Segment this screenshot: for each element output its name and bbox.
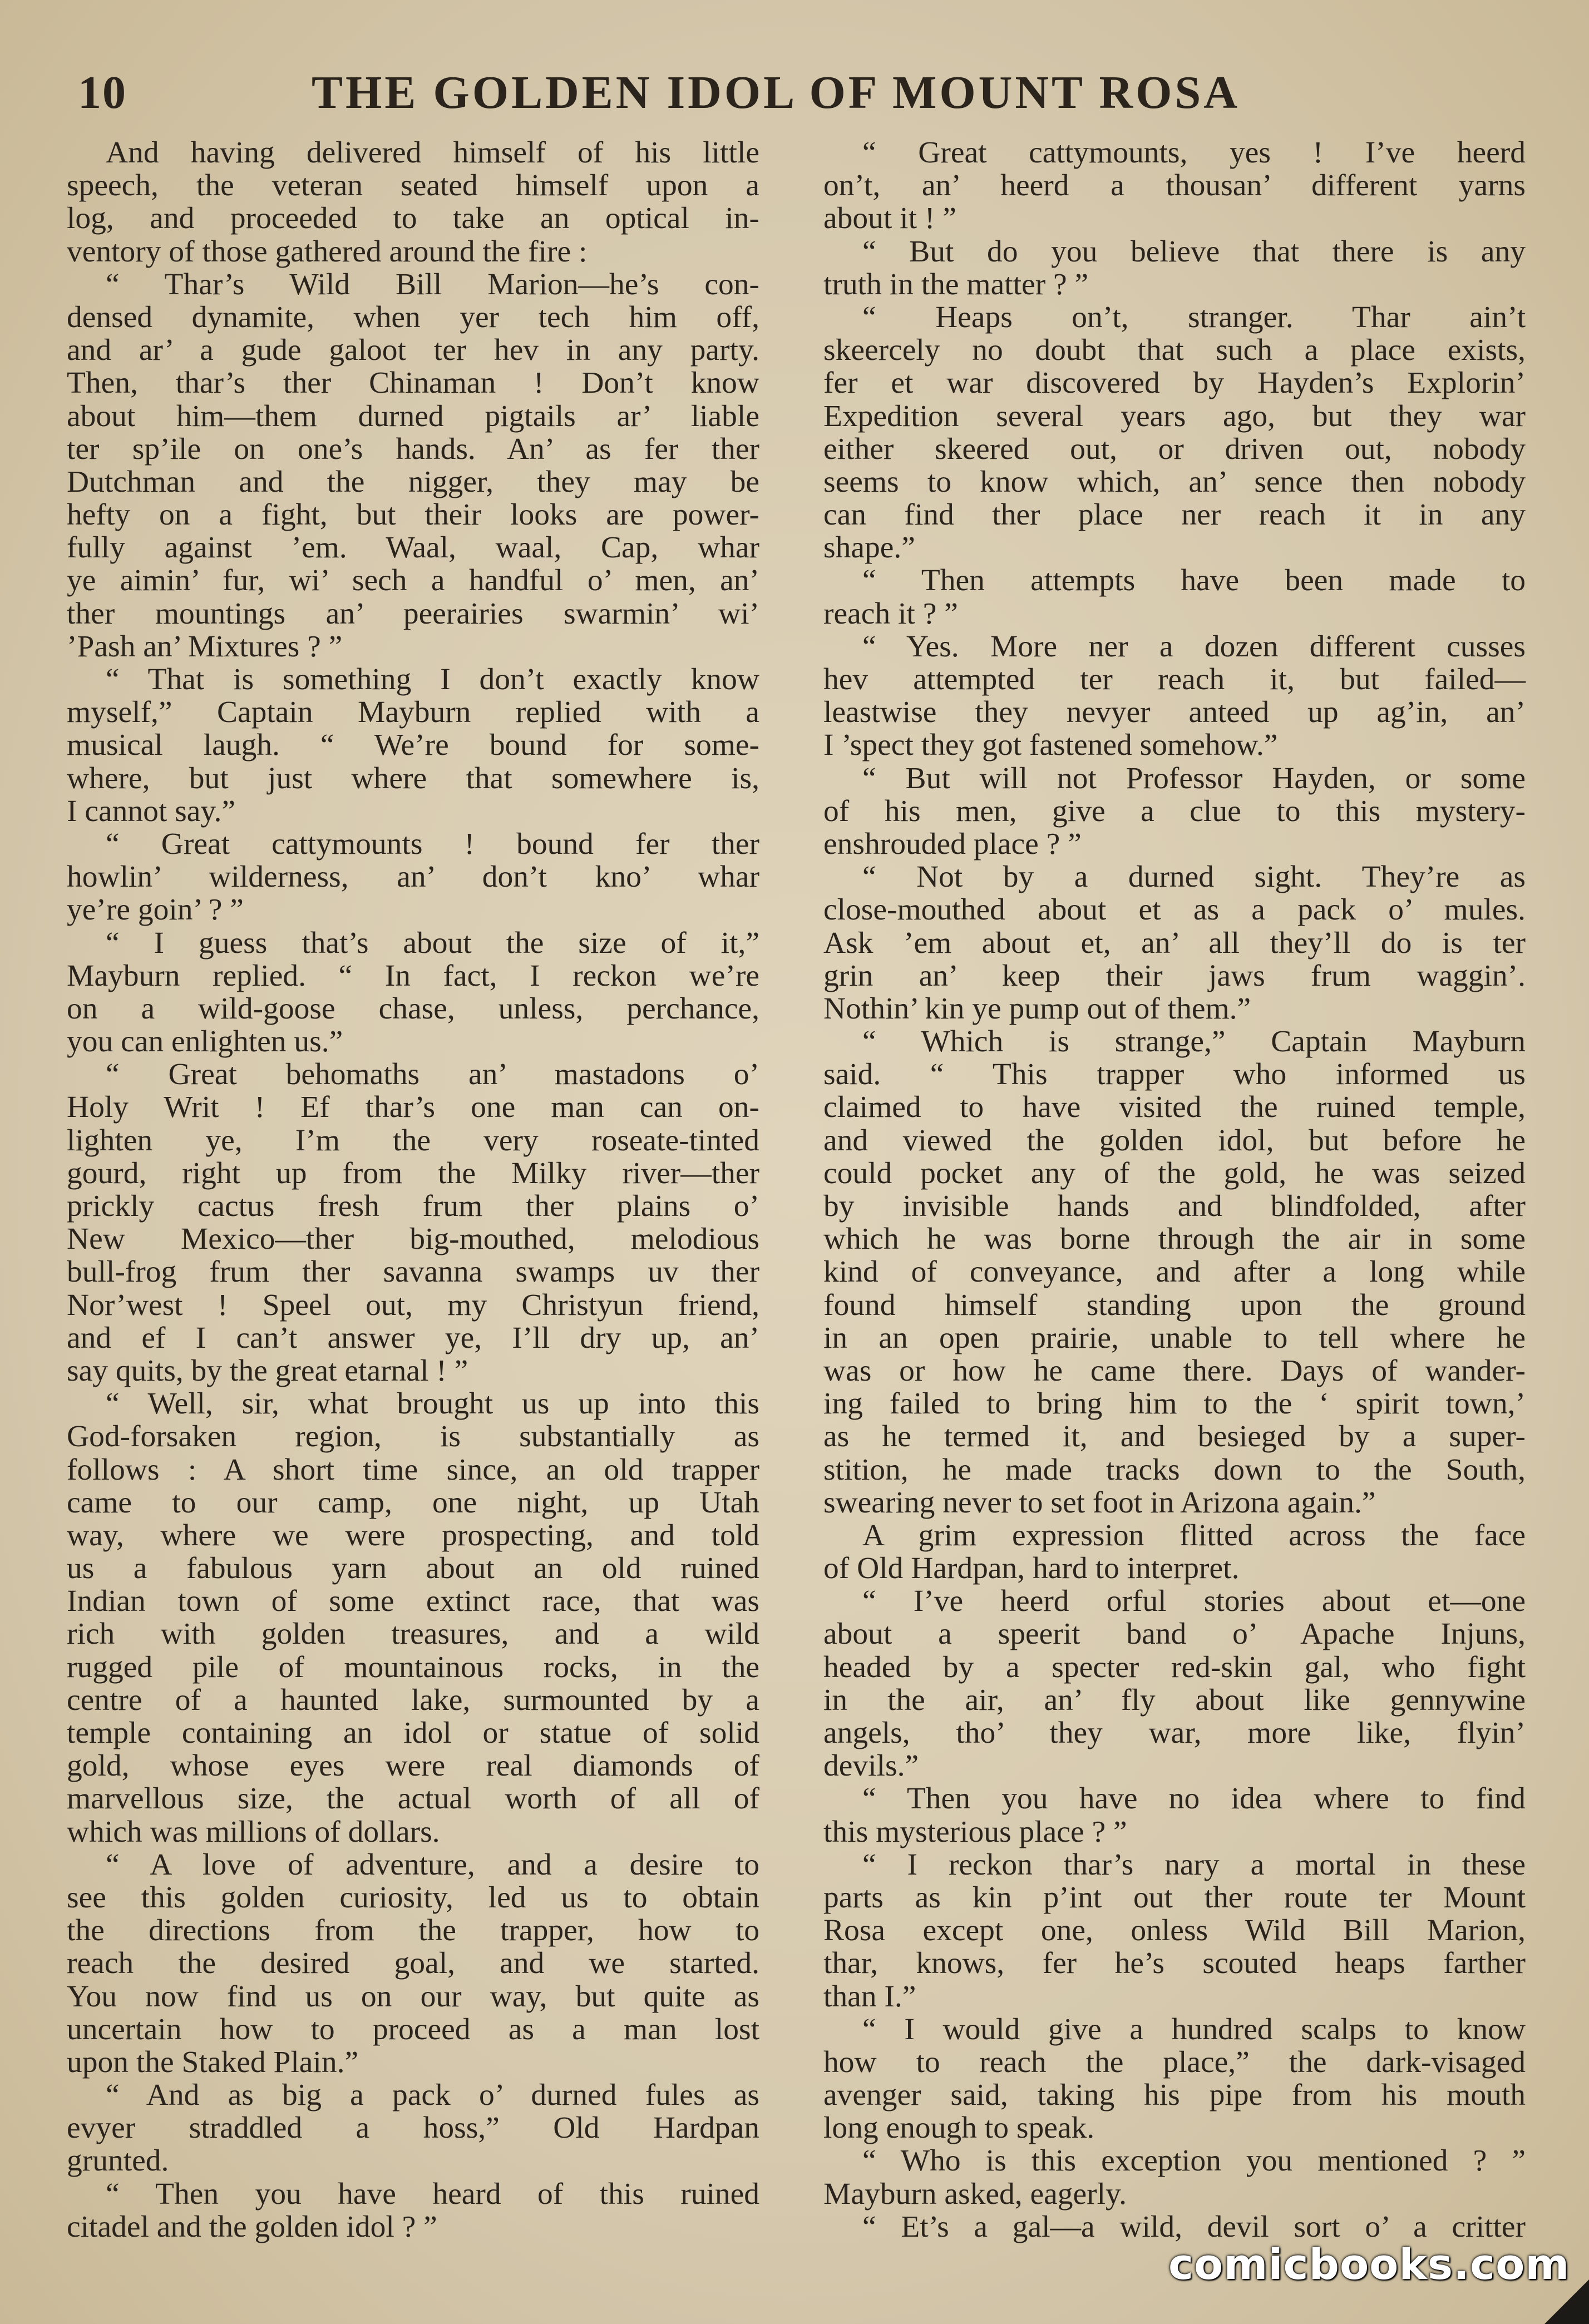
text-line: and viewed the golden idol, but before he [823, 1123, 1526, 1158]
text-line: close-mouthed about et as a pack o’ mules. [823, 893, 1526, 927]
text-line: speech, the veteran seated himself upon a [67, 169, 759, 203]
text-line: You now find us on our way, but quite as [67, 1979, 759, 2014]
text-line: “ Great cattymounts, yes ! I’ve heerd [862, 136, 1526, 170]
text-line: “ And as big a pack o’ durned fules as [106, 2078, 759, 2113]
text-line: “ Thar’s Wild Bill Marion—he’s con- [106, 267, 759, 301]
text-line: gold, whose eyes were real diamonds of [67, 1749, 759, 1783]
text-line: uncertain how to proceed as a man lost [67, 2012, 759, 2046]
text-line: which he was borne through the air in some [823, 1222, 1526, 1257]
text-line: hev attempted ter reach it, but failed— [823, 662, 1526, 696]
page-number: 10 [78, 67, 127, 118]
text-line: “ But will not Professor Hayden, or some [862, 761, 1526, 795]
text-line: how to reach the place,” the dark-visaged [823, 2045, 1526, 2079]
text-line: “ I’ve heerd orful stories about et—one [862, 1584, 1526, 1619]
text-line: howlin’ wilderness, an’ don’t kno’ whar [67, 860, 759, 894]
text-line: I cannot say.” [67, 794, 236, 828]
text-line: found himself standing upon the ground [823, 1288, 1526, 1322]
text-line: this mysterious place ? ” [823, 1814, 1127, 1849]
text-line: enshrouded place ? ” [823, 827, 1082, 861]
left-column [67, 136, 759, 2243]
text-line: “ Then you have heard of this ruined [106, 2177, 759, 2211]
text-line: prickly cactus fresh frum ther plains o’ [67, 1189, 759, 1223]
text-line: “ Which is strange,” Captain Mayburn [862, 1025, 1526, 1059]
right-column [823, 136, 1526, 2243]
text-line: New Mexico—ther big-mouthed, melodious [67, 1222, 759, 1257]
text-line: say quits, by the great etarnal ! ” [67, 1353, 468, 1388]
text-line: Nor’west ! Speel out, my Christyun friend, [67, 1288, 759, 1322]
text-line: densed dynamite, when yer tech him off, [67, 300, 759, 334]
text-line: swearing never to set foot in Arizona again.” [823, 1485, 1376, 1520]
text-line: “ Not by a durned sight. They’re as [862, 860, 1526, 894]
text-line: ther mountings an’ peerairies swarmin’ wi’ [67, 596, 759, 631]
text-line: bull-frog frum ther savanna swamps uv ther [67, 1255, 759, 1289]
text-line: headed by a specter red-skin gal, who fight [823, 1650, 1526, 1684]
text-line: parts as kin p’int out ther route ter Mount [823, 1880, 1526, 1915]
text-line: And having delivered himself of his little [106, 136, 759, 170]
text-line: marvellous size, the actual worth of all of [67, 1782, 759, 1816]
text-line: Indian town of some extinct race, that was [67, 1584, 759, 1619]
text-line: on a wild-goose chase, unless, perchance, [67, 991, 759, 1026]
text-line: angels, tho’ they war, more like, flyin’ [823, 1716, 1526, 1750]
text-line: on’t, an’ heerd a thousan’ different yarns [823, 169, 1526, 203]
text-line: hefty on a fight, but their looks are power- [67, 498, 759, 532]
text-line: “ Who is this exception you mentioned ? ” [862, 2144, 1526, 2178]
text-line: Dutchman and the nigger, they may be [67, 464, 759, 499]
text-line: either skeered out, or driven out, nobody [823, 432, 1526, 466]
text-line: God-forsaken region, is substantially as [67, 1420, 759, 1454]
text-line: ter sp’ile on one’s hands. An’ as fer ther [67, 432, 759, 466]
text-line: which was millions of dollars. [67, 1814, 440, 1849]
text-line: Mayburn replied. “ In fact, I reckon we’re [67, 958, 759, 993]
text-line: follows : A short time since, an old trapper [67, 1452, 759, 1487]
text-line: A grim expression flitted across the face [862, 1518, 1526, 1552]
text-line: was or how he came there. Days of wander- [823, 1353, 1526, 1388]
text-line: “ Et’s a gal—a wild, devil sort o’ a critter [862, 2209, 1526, 2244]
text-line: as he termed it, and besieged by a super- [823, 1420, 1526, 1454]
text-line: Rosa except one, onless Wild Bill Marion, [823, 1913, 1526, 1948]
text-line: and ef I can’t answer ye, I’ll dry up, an’ [67, 1321, 759, 1355]
text-line: “ I guess that’s about the size of it,” [106, 926, 759, 960]
text-line: you can enlighten us.” [67, 1025, 343, 1059]
text-line: Holy Writ ! Ef thar’s one man can on- [67, 1090, 759, 1125]
text-line: kind of conveyance, and after a long while [823, 1255, 1526, 1289]
text-line: could pocket any of the gold, he was seized [823, 1156, 1526, 1190]
text-line: “ I reckon thar’s nary a mortal in these [862, 1847, 1526, 1882]
running-title: THE GOLDEN IDOL OF MOUNT ROSA [312, 67, 1240, 118]
text-line: “ Then attempts have been made to [862, 563, 1526, 598]
text-line: of Old Hardpan, hard to interpret. [823, 1551, 1240, 1586]
text-line: grunted. [67, 2144, 169, 2178]
text-line: I ’spect they got fastened somehow.” [823, 728, 1278, 763]
text-line: devils.” [823, 1749, 919, 1783]
text-line: said. “ This trapper who informed us [823, 1057, 1526, 1092]
text-line: ye’re goin’ ? ” [67, 893, 244, 927]
text-line: evyer straddled a hoss,” Old Hardpan [67, 2111, 759, 2145]
text-line: citadel and the golden idol ? ” [67, 2209, 437, 2244]
text-line: upon the Staked Plain.” [67, 2045, 359, 2079]
text-line: Ask ’em about et, an’ all they’ll do is ter [823, 926, 1526, 960]
text-line: avenger said, taking his pipe from his mouth [823, 2078, 1526, 2113]
text-line: leastwise they nevyer anteed up ag’in, an’ [823, 695, 1526, 730]
text-line: came to our camp, one night, up Utah [67, 1485, 759, 1520]
text-line: skeercely no doubt that such a place exists, [823, 333, 1526, 368]
text-line: myself,” Captain Mayburn replied with a [67, 695, 759, 730]
text-line: by invisible hands and blindfolded, after [823, 1189, 1526, 1223]
text-line: ’Pash an’ Mixtures ? ” [67, 629, 343, 664]
text-line: ye aimin’ fur, wi’ sech a handful o’ men, an’ [67, 563, 759, 598]
text-line: thar, knows, fer he’s scouted heaps farther [823, 1946, 1526, 1981]
watermark-logo: comicbooks.com [1168, 2239, 1570, 2289]
text-line: musical laugh. “ We’re bound for some- [67, 728, 759, 763]
text-line: shape.” [823, 531, 915, 565]
text-line: “ Then you have no idea where to find [862, 1782, 1526, 1816]
text-line: log, and proceeded to take an optical in- [67, 201, 759, 236]
text-line: rugged pile of mountainous rocks, in the [67, 1650, 759, 1684]
text-line: see this golden curiosity, led us to obtain [67, 1880, 759, 1915]
text-line: Nothin’ kin ye pump out of them.” [823, 991, 1251, 1026]
text-line: gourd, right up from the Milky river—ther [67, 1156, 759, 1190]
text-line: in the air, an’ fly about like gennywine [823, 1683, 1526, 1717]
text-line: about a speerit band o’ Apache Injuns, [823, 1617, 1526, 1651]
text-line: “ A love of adventure, and a desire to [106, 1847, 759, 1882]
text-line: rich with golden treasures, and a wild [67, 1617, 759, 1651]
text-line: in an open prairie, unable to tell where he [823, 1321, 1526, 1355]
text-line: can find ther place ner reach it in any [823, 498, 1526, 532]
text-line: about him—them durned pigtails ar’ liable [67, 399, 759, 433]
text-line: where, but just where that somewhere is, [67, 761, 759, 795]
text-line: claimed to have visited the ruined temple, [823, 1090, 1526, 1125]
text-line: long enough to speak. [823, 2111, 1095, 2145]
text-line: Mayburn asked, eagerly. [823, 2177, 1127, 2211]
text-line: “ Heaps on’t, stranger. Thar ain’t [862, 300, 1526, 334]
text-line: ing failed to bring him to the ‘ spirit town,’ [823, 1387, 1526, 1421]
text-line: fully against ’em. Waal, waal, Cap, whar [67, 531, 759, 565]
text-line: us a fabulous yarn about an old ruined [67, 1551, 759, 1586]
text-line: seems to know which, an’ sence then nobody [823, 464, 1526, 499]
text-line: about it ! ” [823, 201, 956, 236]
page-corner-fold [1544, 2280, 1589, 2324]
text-line: way, where we were prospecting, and told [67, 1518, 759, 1552]
text-line: “ That is something I don’t exactly know [106, 662, 759, 696]
text-line: “ But do you believe that there is any [862, 234, 1526, 269]
text-line: than I.” [823, 1979, 916, 2014]
text-line: Then, thar’s ther Chinaman ! Don’t know [67, 366, 759, 400]
text-line: and ar’ a gude galoot ter hev in any party. [67, 333, 759, 368]
text-line: “ I would give a hundred scalps to know [862, 2012, 1526, 2046]
text-line: of his men, give a clue to this mystery- [823, 794, 1526, 828]
text-line: “ Great behomaths an’ mastadons o’ [106, 1057, 759, 1092]
text-line: reach it ? ” [823, 596, 958, 631]
text-line: temple containing an idol or statue of solid [67, 1716, 759, 1750]
text-line: the directions from the trapper, how to [67, 1913, 759, 1948]
text-line: Expedition several years ago, but they war [823, 399, 1526, 433]
text-line: “ Great cattymounts ! bound fer ther [106, 827, 759, 861]
text-line: reach the desired goal, and we started. [67, 1946, 759, 1981]
text-line: ventory of those gathered around the fire : [67, 234, 588, 269]
text-line: stition, he made tracks down to the South, [823, 1452, 1526, 1487]
text-line: truth in the matter ? ” [823, 267, 1089, 301]
text-line: fer et war discovered by Hayden’s Explorin’ [823, 366, 1526, 400]
text-line: lighten ye, I’m the very roseate-tinted [67, 1123, 759, 1158]
text-line: centre of a haunted lake, surmounted by a [67, 1683, 759, 1717]
text-line: “ Yes. More ner a dozen different cusses [862, 629, 1526, 664]
text-line: grin an’ keep their jaws frum waggin’. [823, 958, 1526, 993]
text-line: “ Well, sir, what brought us up into this [106, 1387, 759, 1421]
